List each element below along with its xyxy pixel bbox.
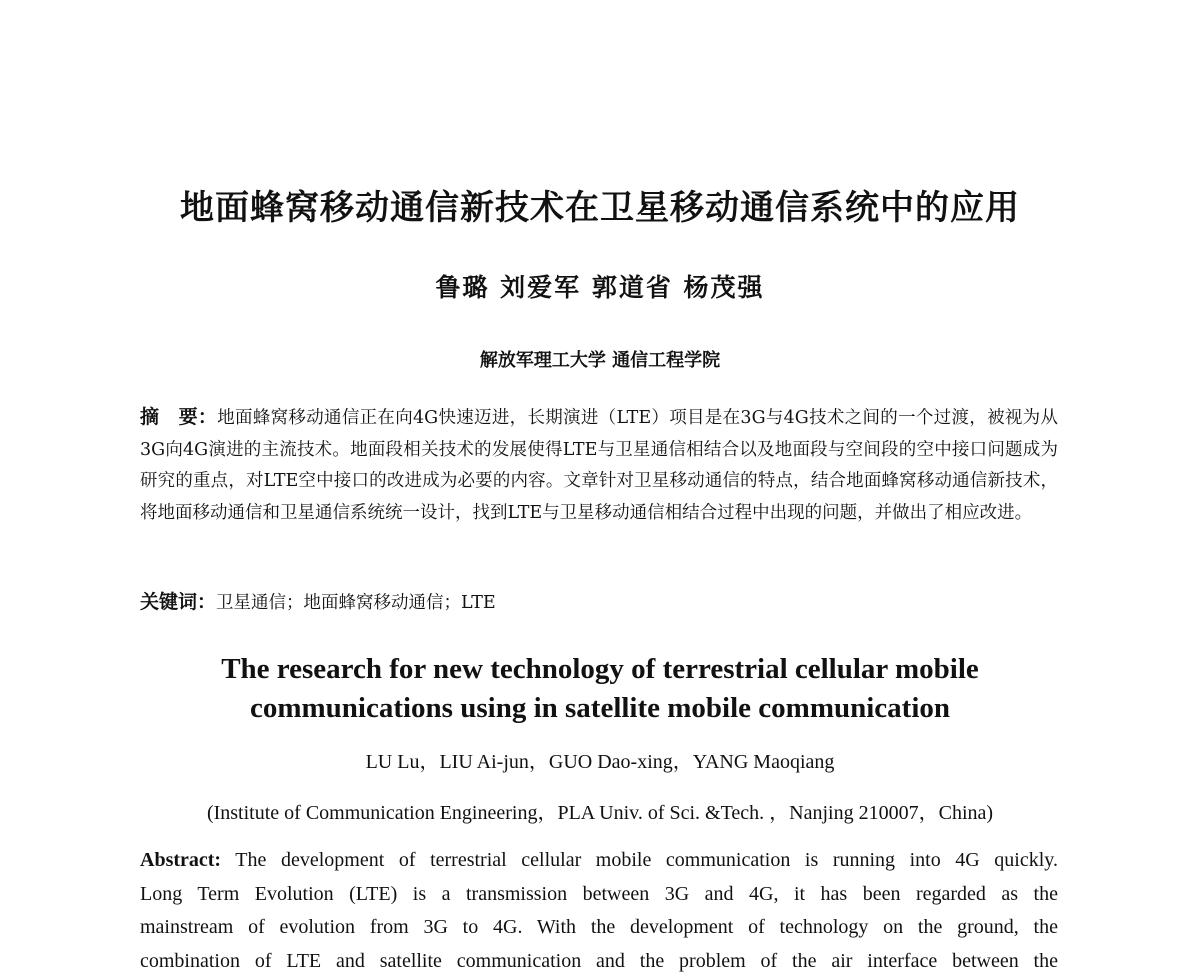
english-authors: LU Lu，LIU Ai-jun，GUO Dao-xing，YANG Maoqiang <box>0 745 1200 774</box>
chinese-keywords-label: 关键词： <box>140 591 216 613</box>
english-abstract-line <box>140 844 1058 878</box>
chinese-abstract-text: 地面蜂窝移动通信正在向4G快速迈进，长期演进（LTE）项目是在3G与4G技术之间的一个过渡，被视为从3G向4G演进的主流技术。地面段相关技术的发展使得LTE与卫星通信相结合以及地面段与空间段的空中接口问题成为研究的重点，对LTE空中接口的改进成为必要的内容。文章针对卫星移动通信的特点，结合地面蜂窝移动通信新技术，将地面移动通信和卫星通信系统统一设计，找到LTE与卫星移动通信相结合过程中出现的问题，并做出了相应改进。 <box>140 408 1058 523</box>
english-abstract-line: combination of LTE and satellite communication and the problem of the air interface between the <box>140 945 1058 978</box>
chinese-abstract-label: 摘 要： <box>140 406 217 428</box>
english-affiliation: (Institute of Communication Engineering，PLA Univ. of Sci. &Tech. ，Nanjing 210007，China) <box>0 796 1200 825</box>
english-title-line-1: The research for new technology of terrestrial cellular mobile <box>0 650 1200 689</box>
english-abstract-line: Long Term Evolution (LTE) is a transmission between 3G and 4G, it has been regarded as the <box>140 878 1058 912</box>
english-abstract <box>140 844 1058 978</box>
english-abstract-text-1: The development of terrestrial cellular mobile communication is running into 4G quickly. <box>221 849 1058 871</box>
chinese-abstract <box>140 402 1058 529</box>
chinese-title: 地面蜂窝移动通信新技术在卫星移动通信系统中的应用 <box>0 180 1200 229</box>
english-abstract-line: mainstream of evolution from 3G to 4G. With the development of technology on the ground, the <box>140 911 1058 945</box>
english-title <box>0 650 1200 728</box>
chinese-keywords <box>140 587 1058 618</box>
chinese-authors: 鲁璐 刘爱军 郭道省 杨茂强 <box>0 268 1200 304</box>
chinese-affiliation: 解放军理工大学 通信工程学院 <box>0 346 1200 372</box>
chinese-keywords-text: 卫星通信；地面蜂窝移动通信；LTE <box>216 593 496 613</box>
english-abstract-label: Abstract: <box>140 849 221 871</box>
english-title-line-2: communications using in satellite mobile communication <box>0 689 1200 728</box>
